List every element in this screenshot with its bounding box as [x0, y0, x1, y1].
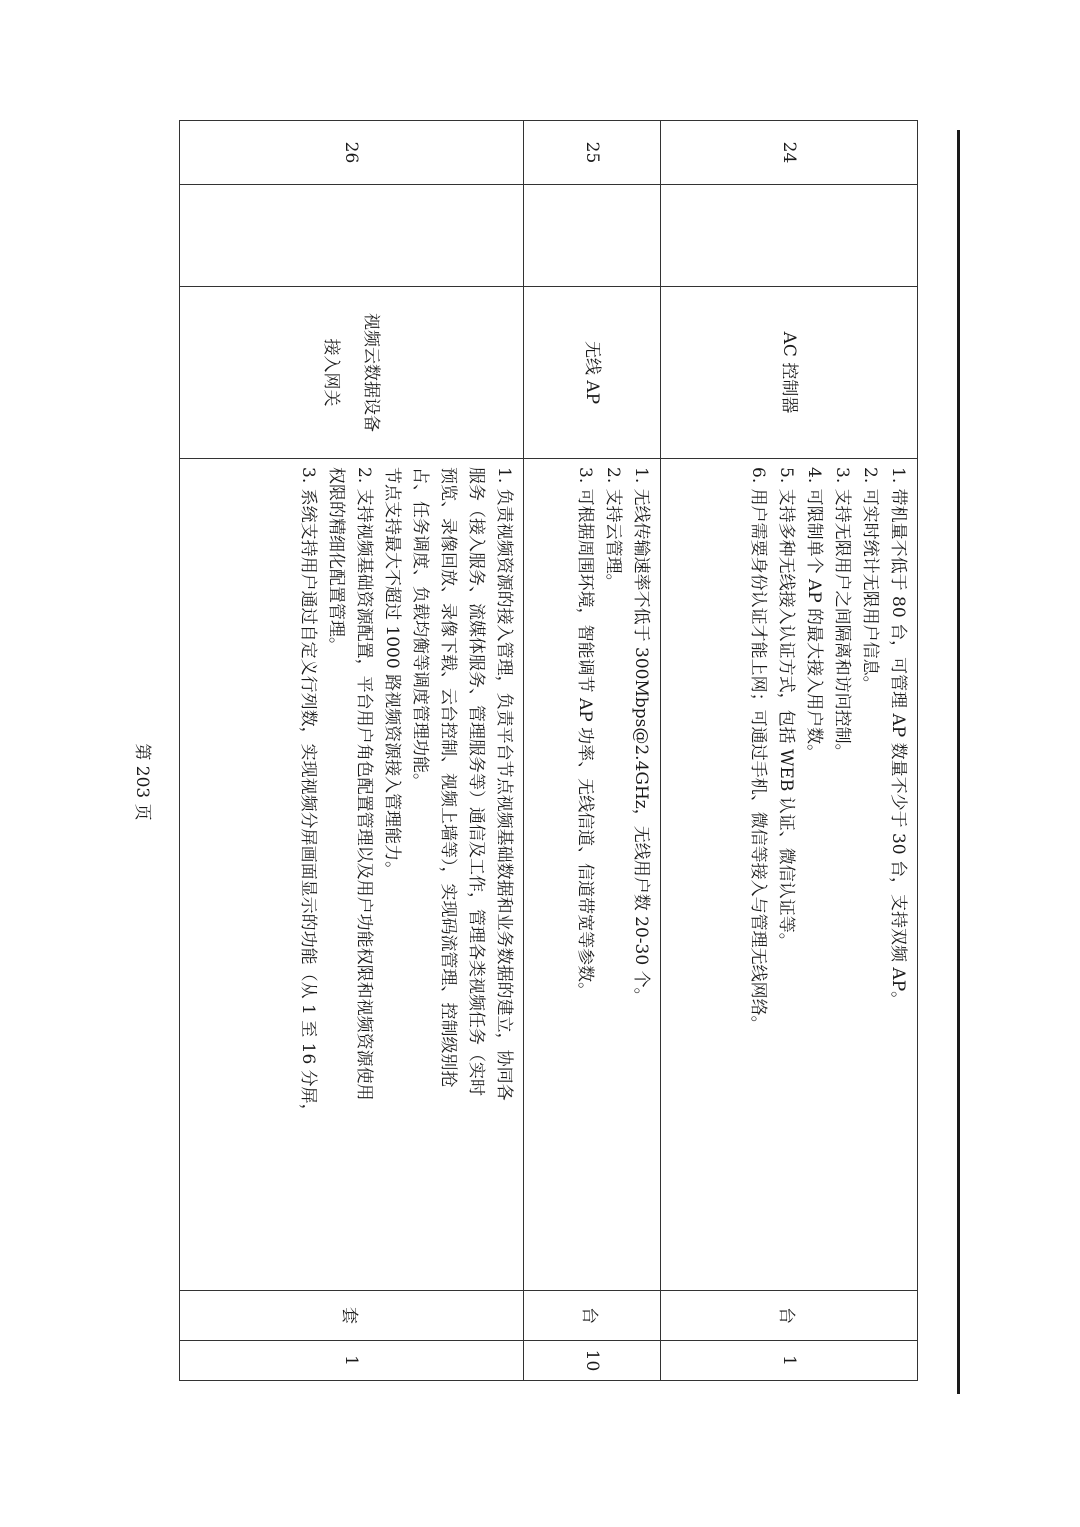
page-number: 第 203 页 — [132, 743, 152, 821]
item-description — [180, 459, 524, 1291]
description-line: 3. 可根据周围环境，智能调节 AP 功率、无线信道、信道带宽等参数。 — [575, 467, 595, 1000]
description-line: 预览、录像回放、录像下载、云台控制、视频上墙等），实现码流管理、控制级别抢 — [438, 467, 458, 1088]
description-line: 权限的精细化配置管理。 — [326, 467, 346, 654]
equipment-spec-table — [179, 120, 918, 1381]
item-quantity: 10 — [524, 1341, 661, 1381]
description-line: 1. 负责视频资源的接入管理，负责平台节点视频基础数据和业务数据的建立，协同各 — [494, 467, 514, 1101]
description-line: 2. 可实时统计无限用户信息。 — [860, 467, 880, 693]
item-unit: 台 — [661, 1291, 918, 1341]
item-unit: 套 — [180, 1291, 524, 1341]
table-row — [661, 121, 918, 1381]
item-quantity: 1 — [180, 1341, 524, 1381]
item-unit: 台 — [524, 1291, 661, 1341]
item-name-line: 无线 AP — [582, 340, 602, 405]
description-line: 1. 带机量不低于 80 台，可管理 AP 数量不少于 30 台，支持双频 AP。 — [888, 467, 908, 1009]
description-line: 5. 支持多种无线接入认证方式，包括 WEB 认证、微信认证等。 — [776, 467, 796, 950]
item-number: 24 — [661, 121, 918, 185]
blank-cell — [524, 185, 661, 287]
item-name-line: 接入网关 — [321, 338, 342, 407]
item-description — [524, 459, 661, 1291]
rotated-table-container — [204, 120, 918, 1380]
binding-margin-bar — [957, 130, 960, 1394]
item-description — [661, 459, 918, 1291]
item-name-line: AC 控制器 — [779, 331, 799, 414]
description-line: 占、任务调度、负载均衡等调度管理功能。 — [410, 467, 430, 790]
item-name — [180, 287, 524, 459]
table-row — [524, 121, 661, 1381]
blank-cell — [661, 185, 918, 287]
item-number: 26 — [180, 121, 524, 185]
description-line: 3. 系统支持用户通过自定义行列数，实现视频分屏画面显示的功能（从 1 至 16 分屏， — [298, 467, 318, 1121]
description-line: 2. 支持视频基础资源配置，平台用户角色配置管理以及用户功能权限和视频资源使用 — [354, 467, 374, 1101]
description-line: 服务（接入服务、流媒体服务、管理服务等）通信及工作，管理各类视频任务（实时 — [466, 467, 486, 1096]
description-line: 节点支持最大不超过 1000 路视频资源接入管理能力。 — [382, 467, 402, 879]
description-line: 1. 无线传输速率不低于 300Mbps@2.4GHz，无线用户数 20-30 个。 — [631, 467, 651, 1005]
description-line: 4. 可限制单个 AP 的最大接入用户数。 — [804, 467, 824, 762]
table-row — [180, 121, 524, 1381]
description-line: 2. 支持云管理。 — [603, 467, 623, 591]
description-line: 6. 用户需要身份认证才能上网；可通过手机、微信等接入与管理无线网络。 — [748, 467, 768, 1033]
description-line: 3. 支持无限用户之间隔离和访问控制。 — [832, 467, 852, 761]
item-name-line: 视频云数据设备 — [361, 313, 382, 432]
item-name — [661, 287, 918, 459]
item-name — [524, 287, 661, 459]
blank-cell — [180, 185, 524, 287]
item-quantity: 1 — [661, 1341, 918, 1381]
item-number: 25 — [524, 121, 661, 185]
